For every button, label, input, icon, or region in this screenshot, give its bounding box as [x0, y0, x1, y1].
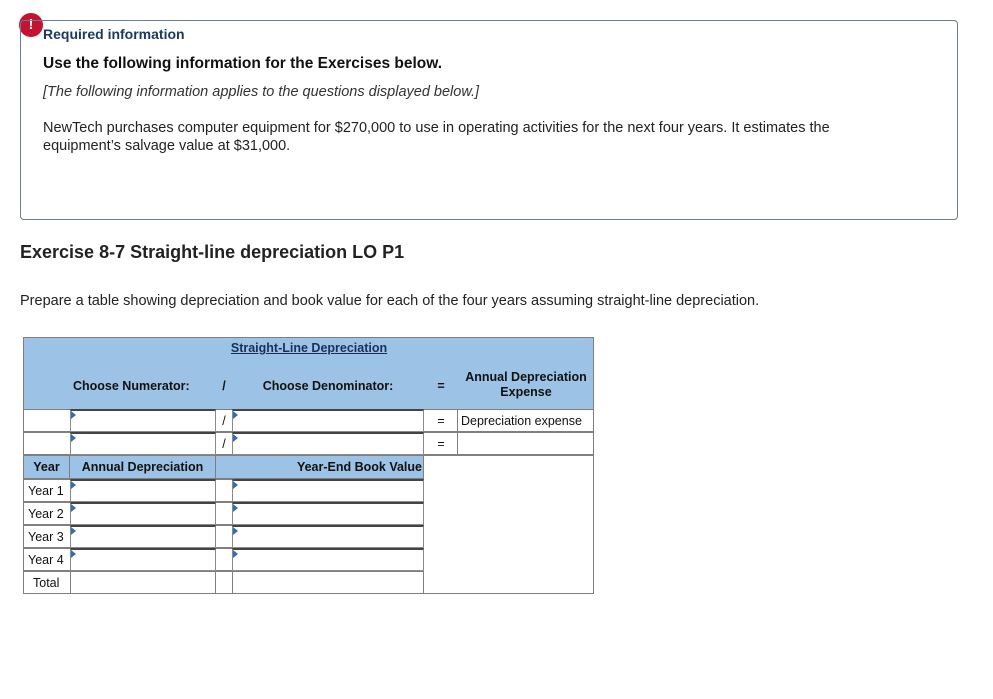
total-label: Total — [33, 575, 60, 590]
annual-dep-input-year-4[interactable] — [70, 548, 216, 571]
dropdown-marker-icon — [233, 434, 238, 442]
applies-note: [The following information applies to the questions displayed below.] — [43, 84, 480, 100]
denominator-label: Choose Denominator: — [262, 379, 394, 393]
divide-symbol-row-1: / — [222, 413, 226, 428]
exercise-instructions: Prepare a table showing depreciation and book value for each of the four years assuming straight-line depreciation. — [20, 293, 760, 309]
result-row-1-label: Depreciation expense — [461, 413, 582, 428]
annual-dep-header: Annual Depreciation — [81, 460, 204, 474]
dropdown-marker-icon — [71, 527, 76, 535]
annual-dep-input-year-1[interactable] — [70, 479, 216, 502]
equals-symbol-row-2: = — [437, 436, 445, 451]
year-label: Year 4 — [28, 552, 64, 567]
annual-dep-input-year-2[interactable] — [70, 502, 216, 525]
empty-right-area — [423, 455, 594, 594]
required-info-title: Required information — [43, 26, 185, 42]
numerator-label: Choose Numerator: — [73, 379, 190, 393]
annual-dep-input-year-3[interactable] — [70, 525, 216, 548]
numerator-input-1[interactable] — [70, 409, 216, 432]
dropdown-marker-icon — [233, 527, 238, 535]
year-header: Year — [33, 460, 60, 474]
dropdown-marker-icon — [71, 550, 76, 558]
book-value-input-year-1[interactable] — [232, 479, 424, 502]
dropdown-marker-icon — [71, 434, 76, 442]
scenario-text: NewTech purchases computer equipment for $270,000 to use in operating activities for the next four years. It estimates the equipment’s salvage value at $31,000. — [43, 120, 830, 154]
book-value-input-year-3[interactable] — [232, 525, 424, 548]
equals-symbol-header: = — [437, 379, 445, 393]
dropdown-marker-icon — [233, 504, 238, 512]
year-label: Year 2 — [28, 506, 64, 521]
dropdown-marker-icon — [233, 481, 238, 489]
divide-symbol-header: / — [222, 379, 226, 393]
year-label: Year 1 — [28, 483, 64, 498]
denominator-input-1[interactable] — [232, 409, 424, 432]
dropdown-marker-icon — [71, 481, 76, 489]
numerator-input-2[interactable] — [70, 432, 216, 455]
exercise-title: Exercise 8-7 Straight-line depreciation LO P1 — [20, 242, 405, 262]
book-value-total — [232, 571, 424, 594]
denominator-input-2[interactable] — [232, 432, 424, 455]
book-value-input-year-2[interactable] — [232, 502, 424, 525]
result-row-2-value — [461, 432, 593, 455]
dropdown-marker-icon — [71, 504, 76, 512]
book-value-input-year-4[interactable] — [232, 548, 424, 571]
alert-icon: ! — [19, 13, 43, 37]
result-label: Annual Depreciation Expense — [465, 370, 587, 399]
annual-dep-total — [70, 571, 216, 594]
table-title-link[interactable]: Straight-Line Depreciation — [230, 341, 388, 355]
divide-symbol-row-2: / — [222, 436, 226, 451]
dropdown-marker-icon — [233, 550, 238, 558]
book-value-header: Year-End Book Value — [296, 460, 422, 474]
equals-symbol-row-1: = — [437, 413, 445, 428]
use-info-heading: Use the following information for the Exercises below. — [43, 55, 443, 72]
year-label: Year 3 — [28, 529, 64, 544]
dropdown-marker-icon — [71, 411, 76, 419]
dropdown-marker-icon — [233, 411, 238, 419]
